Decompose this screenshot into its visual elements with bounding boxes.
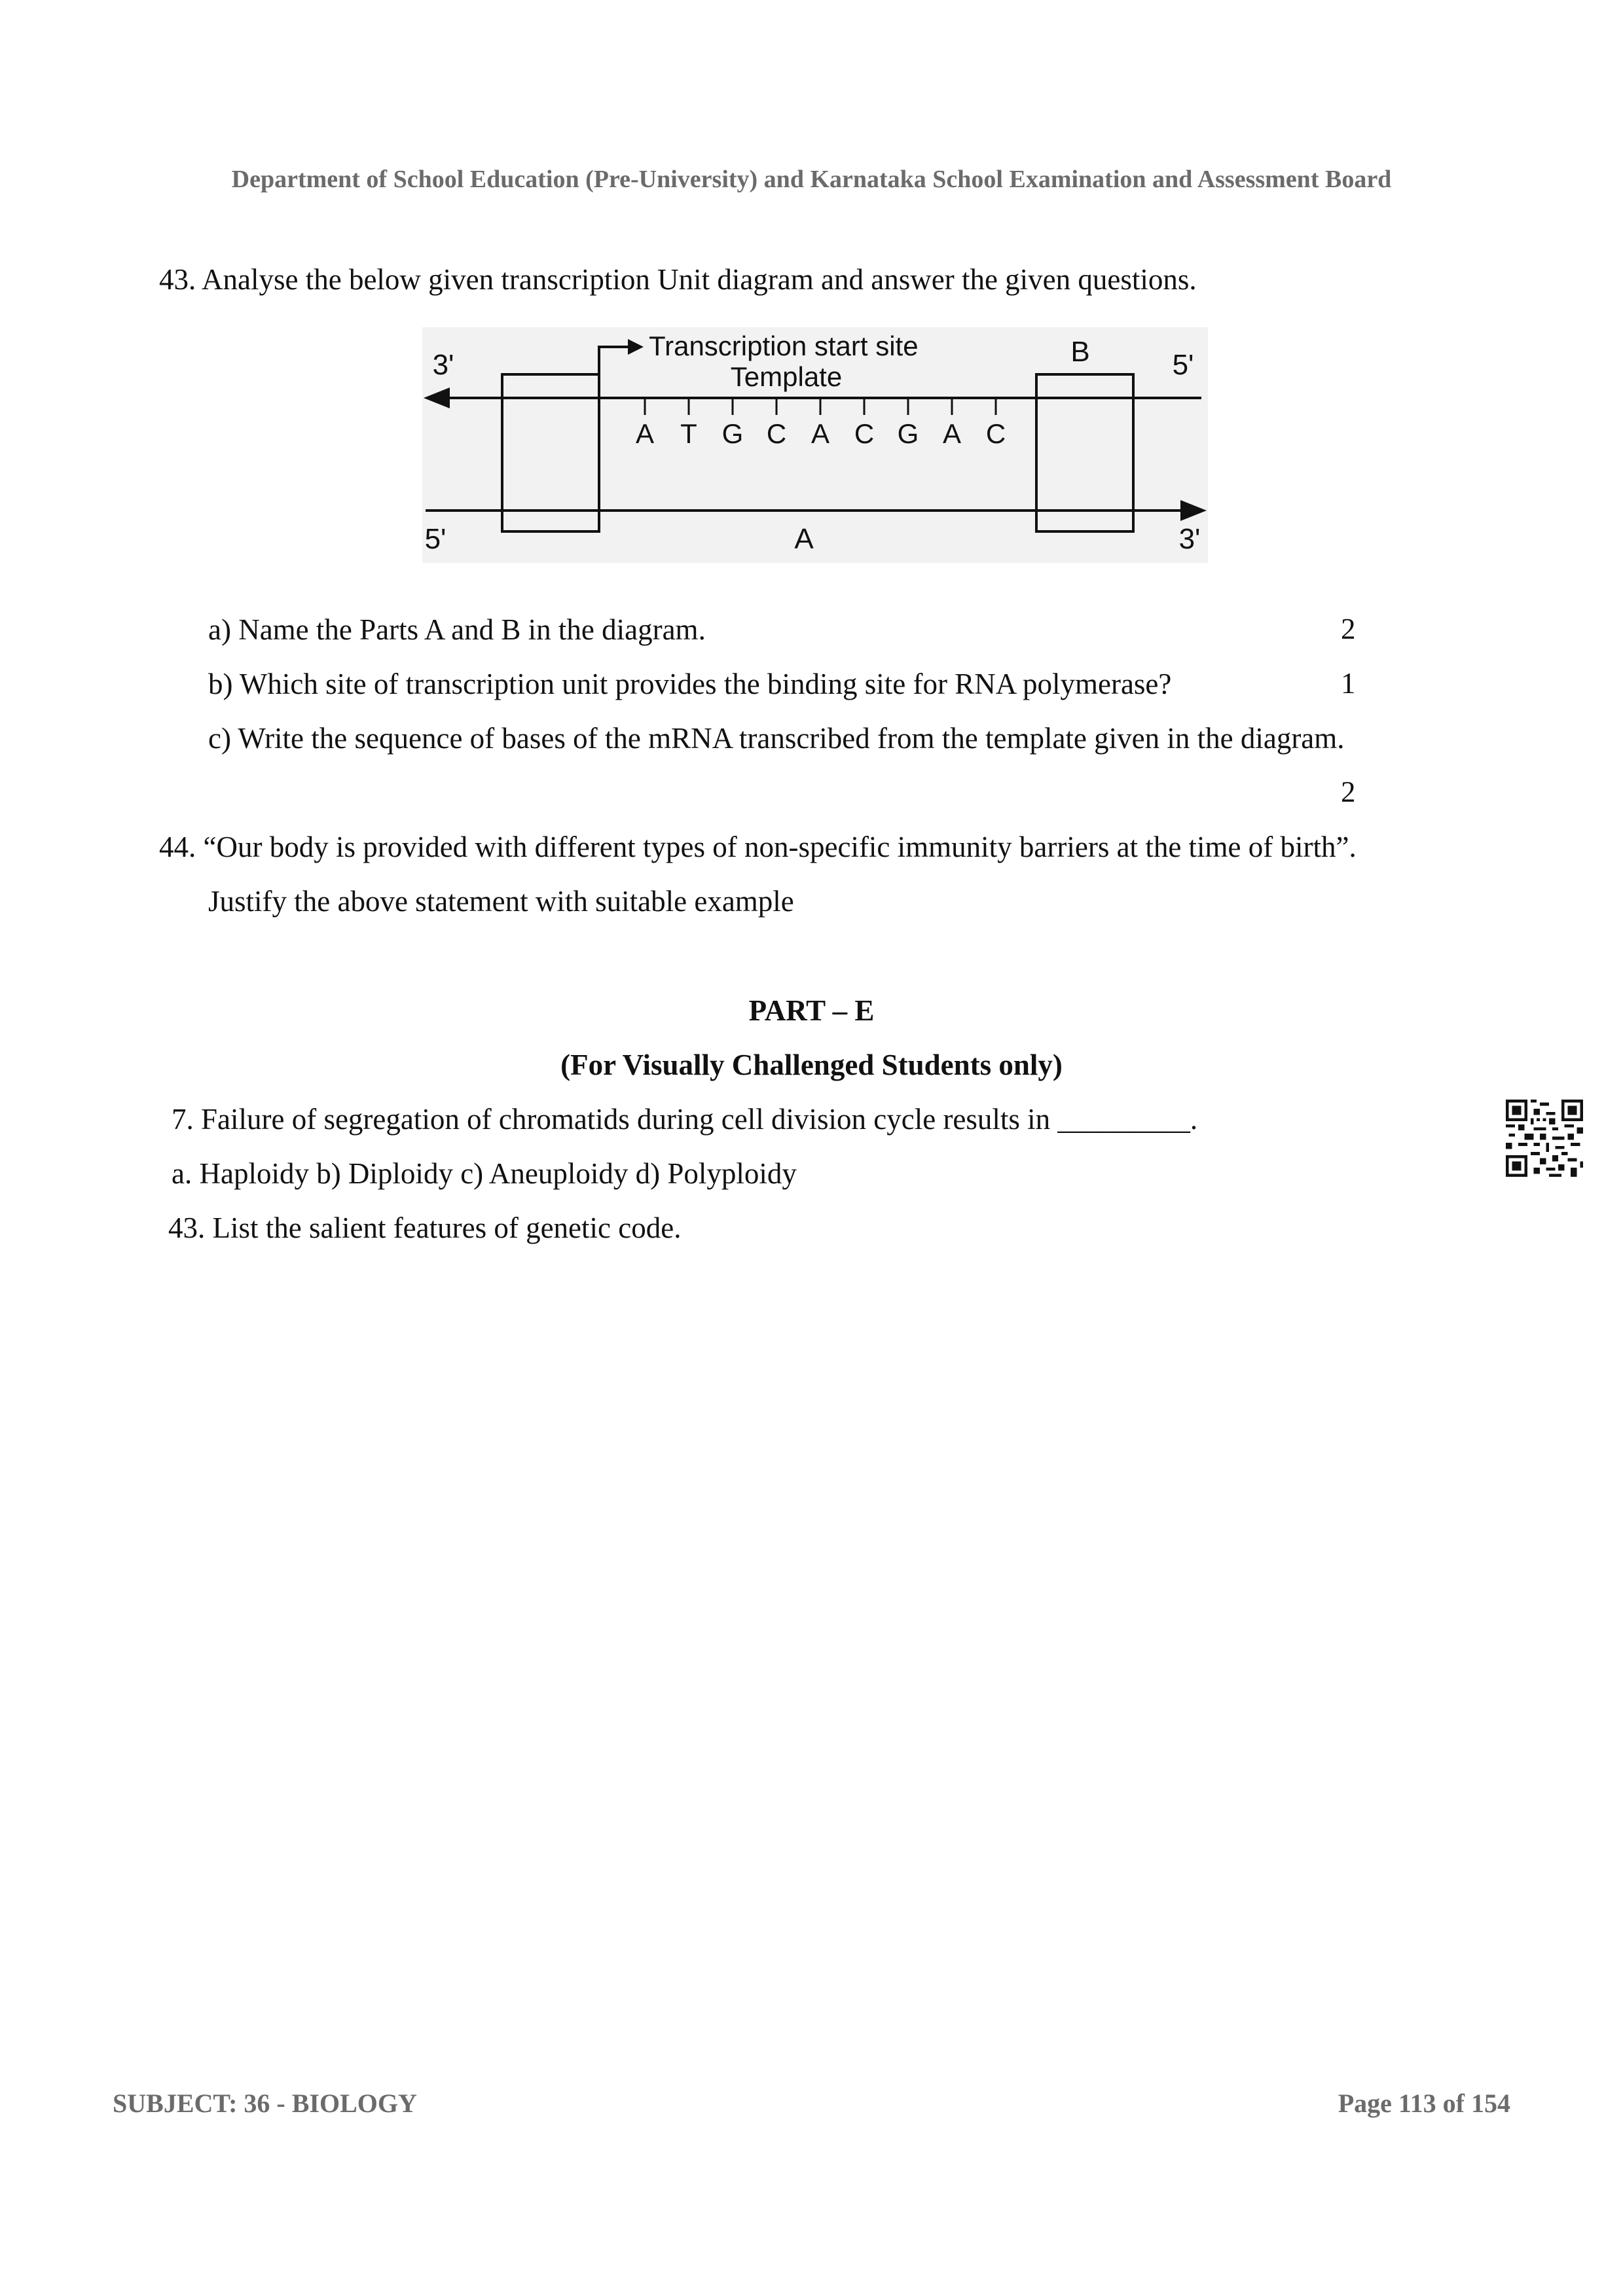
base-2: T — [680, 418, 697, 449]
question-43: 43. Analyse the below given transcription Unit diagram and answer the given questions. — [159, 263, 1197, 296]
label-5prime-top: 5' — [1172, 349, 1194, 381]
label-3prime-bottom: 3' — [1178, 523, 1201, 555]
marks-43c: 2 — [1341, 776, 1356, 808]
base-8: A — [942, 418, 962, 449]
transcription-unit-diagram — [422, 327, 1208, 563]
question-7-options: a. Haploidy b) Diploidy c) Aneuploidy d) Polyploidy — [172, 1157, 797, 1190]
footer-subject: SUBJECT: 36 - BIOLOGY — [113, 2089, 417, 2118]
label-5prime-bottom: 5' — [424, 523, 447, 555]
base-7: G — [897, 418, 919, 449]
question-7: 7. Failure of segregation of chromatids during cell division cycle results in _________. — [172, 1103, 1198, 1136]
label-part-a: A — [794, 523, 814, 555]
base-1: A — [635, 418, 655, 449]
question-43-part-e: 43. List the salient features of genetic code. — [168, 1211, 682, 1244]
page-header: Department of School Education (Pre-University) and Karnataka School Examination and Assessment Board — [231, 166, 1392, 193]
base-9: C — [985, 418, 1006, 449]
base-4: C — [766, 418, 787, 449]
question-44-line1: 44. “Our body is provided with different types of non-specific immunity barriers at the time of birth”. — [159, 831, 1357, 863]
qr-code-icon — [1506, 1100, 1583, 1177]
question-43b: b) Which site of transcription unit provides the binding site for RNA polymerase? — [208, 668, 1172, 700]
part-e-subtitle: (For Visually Challenged Students only) — [560, 1049, 1063, 1081]
label-part-b: B — [1070, 336, 1090, 368]
part-e-title: PART – E — [748, 994, 875, 1027]
question-44-line2: Justify the above statement with suitable example — [208, 885, 794, 918]
label-3prime-top: 3' — [432, 349, 454, 381]
start-site-label: Transcription start site — [649, 331, 919, 361]
footer-page-number: Page 113 of 154 — [1338, 2089, 1510, 2118]
question-43a: a) Name the Parts A and B in the diagram. — [208, 613, 706, 646]
base-3: G — [721, 418, 744, 449]
marks-43a: 2 — [1341, 613, 1356, 645]
base-5: A — [811, 418, 830, 449]
template-label: Template — [730, 361, 843, 392]
marks-43b: 1 — [1341, 667, 1356, 700]
question-43c: c) Write the sequence of bases of the mRNA transcribed from the template given in the diagram. — [208, 722, 1345, 755]
base-6: C — [854, 418, 875, 449]
